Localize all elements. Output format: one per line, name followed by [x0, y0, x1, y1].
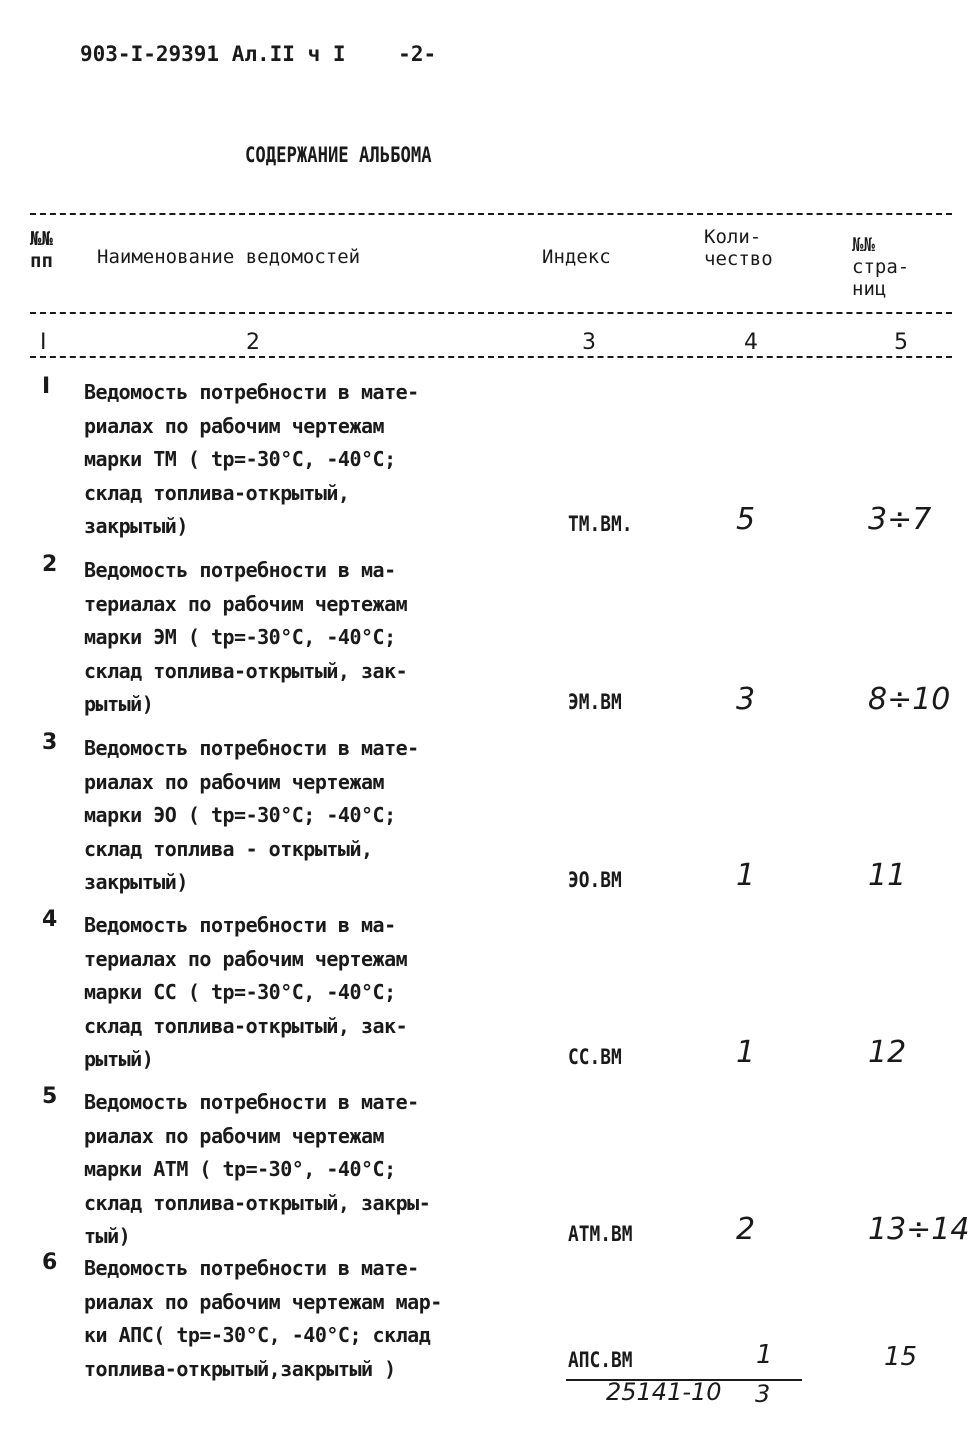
table-header-rule [30, 312, 952, 314]
col-number-4: 4 [744, 330, 758, 355]
row-index: СС.ВМ [568, 1045, 622, 1069]
row-quantity: 1 [756, 1340, 773, 1370]
document-header [80, 42, 436, 66]
row-pages: 11 [868, 858, 907, 893]
row-quantity: 2 [736, 1212, 756, 1247]
col-header-pages: №№ стра- ниц [852, 234, 910, 300]
row-number: 6 [42, 1250, 58, 1275]
page-title: СОДЕРЖАНИЕ АЛЬБОМА [245, 143, 432, 167]
row-name: Ведомость потребности в ма- териалах по рабочим чертежам марки ЭМ ( tр=-30°С, -40°С; склад топлива-открытый, зак- рытый) [84, 558, 408, 716]
row-pages: 3÷7 [868, 502, 932, 537]
footer-doc-number: 25141-10 [606, 1378, 722, 1406]
row-index: АПС.ВМ [568, 1348, 633, 1372]
row-name: Ведомость потребности в мате- риалах по рабочим чертежам марки АТМ ( tр=-30°, -40°С; склад топлива-открытый, закры- тый) [84, 1090, 431, 1248]
row-quantity: 5 [736, 502, 756, 537]
col-number-2: 2 [246, 330, 260, 355]
column-number-rule [30, 356, 952, 358]
row-pages: 8÷10 [868, 682, 951, 717]
row-pages: 12 [868, 1035, 907, 1070]
row-quantity: 1 [736, 1035, 756, 1070]
row-number: I [42, 374, 51, 399]
document-code: 903-I-29391 Ал.II ч I [80, 42, 346, 66]
row-index: ТМ.ВМ. [568, 512, 633, 536]
row-number: 4 [42, 907, 58, 932]
row-name: Ведомость потребности в ма- териалах по рабочим чертежам марки СС ( tр=-30°С, -40°С; склад топлива-открытый, зак- рытый) [84, 913, 408, 1071]
row-pages: 15 [884, 1342, 918, 1372]
row-name: Ведомость потребности в мате- риалах по рабочим чертежам марки ТМ ( tр=-30°С, -40°С; склад топлива-открытый, закрытый) [84, 380, 419, 538]
page-number: -2- [398, 42, 437, 66]
row-index: ЭМ.ВМ [568, 690, 622, 714]
row-quantity: 1 [736, 858, 756, 893]
row-number: 3 [42, 730, 58, 755]
col-number-5: 5 [894, 330, 908, 355]
footer-sheet-number: 3 [755, 1380, 771, 1408]
row-index: ЭО.ВМ [568, 868, 622, 892]
table-top-rule [30, 213, 952, 215]
row-name: Ведомость потребности в мате- риалах по рабочим чертежам марки ЭО ( tр=-30°С; -40°С; склад топлива - открытый, закрытый) [84, 736, 419, 894]
col-header-name: Наименование ведомостей [97, 246, 361, 268]
col-header-qty: Коли- чество [704, 226, 773, 270]
col-header-num: №№ пп [30, 228, 53, 272]
row-quantity: 3 [736, 682, 756, 717]
row-pages: 13÷14 [868, 1212, 970, 1247]
col-number-1: I [40, 330, 47, 355]
col-number-3: 3 [582, 330, 596, 355]
row-name: Ведомость потребности в мате- риалах по рабочим чертежам мар- ки АПС( tр=-30°С, -40°С; склад топлива-открытый,закрытый ) [84, 1256, 442, 1381]
row-index: АТМ.ВМ [568, 1222, 633, 1246]
col-header-index: Индекс [542, 246, 611, 268]
row-number: 2 [42, 552, 58, 577]
row-number: 5 [42, 1084, 58, 1109]
